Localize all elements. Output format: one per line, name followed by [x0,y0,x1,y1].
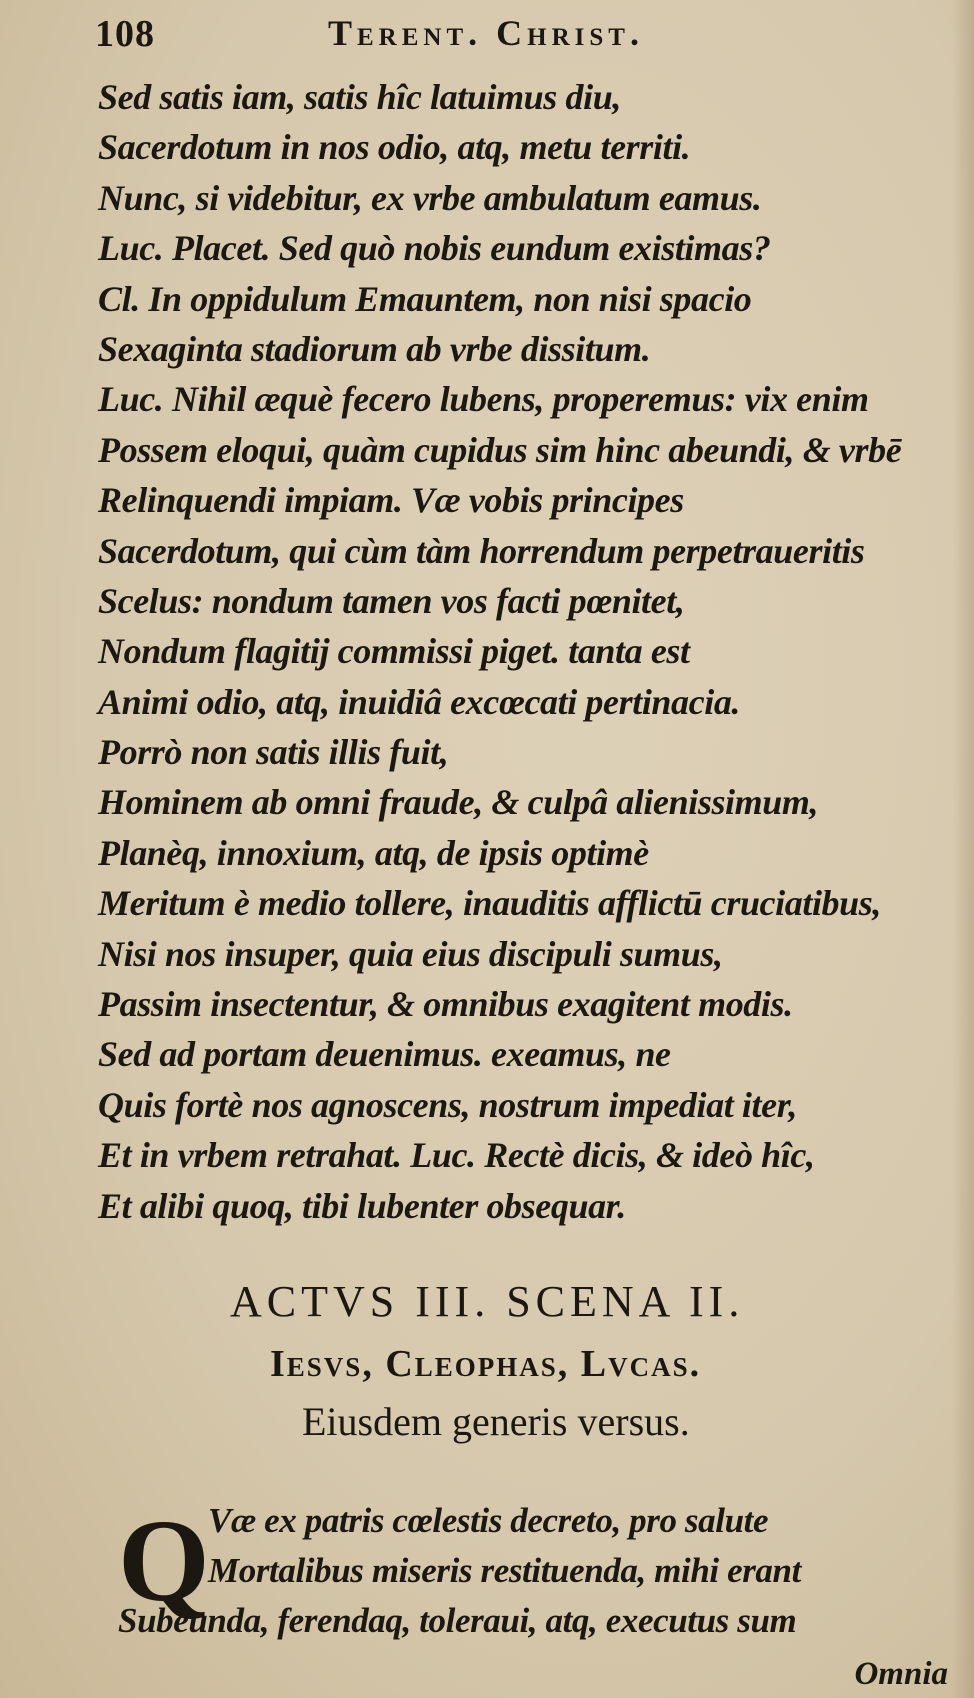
verse-line: Animi odio, atq, inuidiâ excœcati pertinacia. [98,681,741,722]
verse-line: Sacerdotum in nos odio, atq, metu territi. [98,127,691,168]
page-number: 108 [95,13,155,55]
verse-line: Et in vrbem retrahat. Luc. Rectè dicis, & ideò hîc, [98,1135,815,1176]
verse-line: Luc. Placet. Sed quò nobis eundum existimas? [98,228,771,269]
verse-line: Et alibi quoq, tibi lubenter obsequar. [98,1185,626,1226]
dramatis-personae: Iesvs, Cleophas, Lvcas. [270,1343,702,1385]
verse-line: Porrò non satis illis fuit, [98,732,449,773]
verse-line: Subeunda, ferendaq, toleraui, atq, executus sum [118,1601,797,1640]
verse-line: Mortalibus miseris restituenda, mihi erant [208,1551,801,1590]
verse-line: Luc. Nihil æquè fecero lubens, properemus: vix enim [98,379,869,420]
catchword: Omnia [854,1656,948,1692]
page-header [95,12,795,58]
verse-line: Sexaginta stadiorum ab vrbe dissitum. [98,328,651,369]
verse-line: Scelus: nondum tamen vos facti pœnitet, [98,580,685,621]
verse-line: Quis fortè nos agnoscens, nostrum impediat iter, [98,1084,797,1125]
verse-line: Væ ex patris cœlestis decreto, pro salute [208,1501,769,1540]
verse-line: Nisi nos insuper, quia eius discipuli sumus, [98,933,723,974]
act-scene-title: ACTVS III. SCENA II. [230,1277,745,1326]
running-head: Terent. Christ. [328,13,644,53]
page-edge-shadow [952,0,974,1698]
verse-line: Nondum flagitij commissi piget. tanta est [98,631,690,672]
verse-block [98,72,938,1231]
verse-line: Hominem ab omni fraude, & culpâ alienissimum, [98,782,819,823]
verse-line: Cl. In oppidulum Emauntem, non nisi spacio [98,278,752,319]
verse-line: Passim insectentur, & omnibus exagitent modis. [98,984,793,1025]
verse-line: Sacerdotum, qui cùm tàm horrendum perpetraueritis [98,530,865,571]
verse-line: Nunc, si videbitur, ex vrbe ambulatum eamus. [98,177,762,218]
verse-line: Sed ad portam deuenimus. exeamus, ne [98,1034,671,1075]
verse-line: Possem eloqui, quàm cupidus sim hinc abeundi, & vrbē [98,429,902,470]
verse-line: Planèq, innoxium, atq, de ipsis optimè [98,832,649,873]
verse-line: Relinquendi impiam. Væ vobis principes [98,480,684,521]
verse-line: Sed satis iam, satis hîc latuimus diu, [98,77,621,117]
verse-line: Meritum è medio tollere, inauditis afflictū cruciatibus, [98,883,881,924]
verse-note: Eiusdem generis versus. [302,1399,690,1444]
drop-cap: Q [118,1495,210,1626]
